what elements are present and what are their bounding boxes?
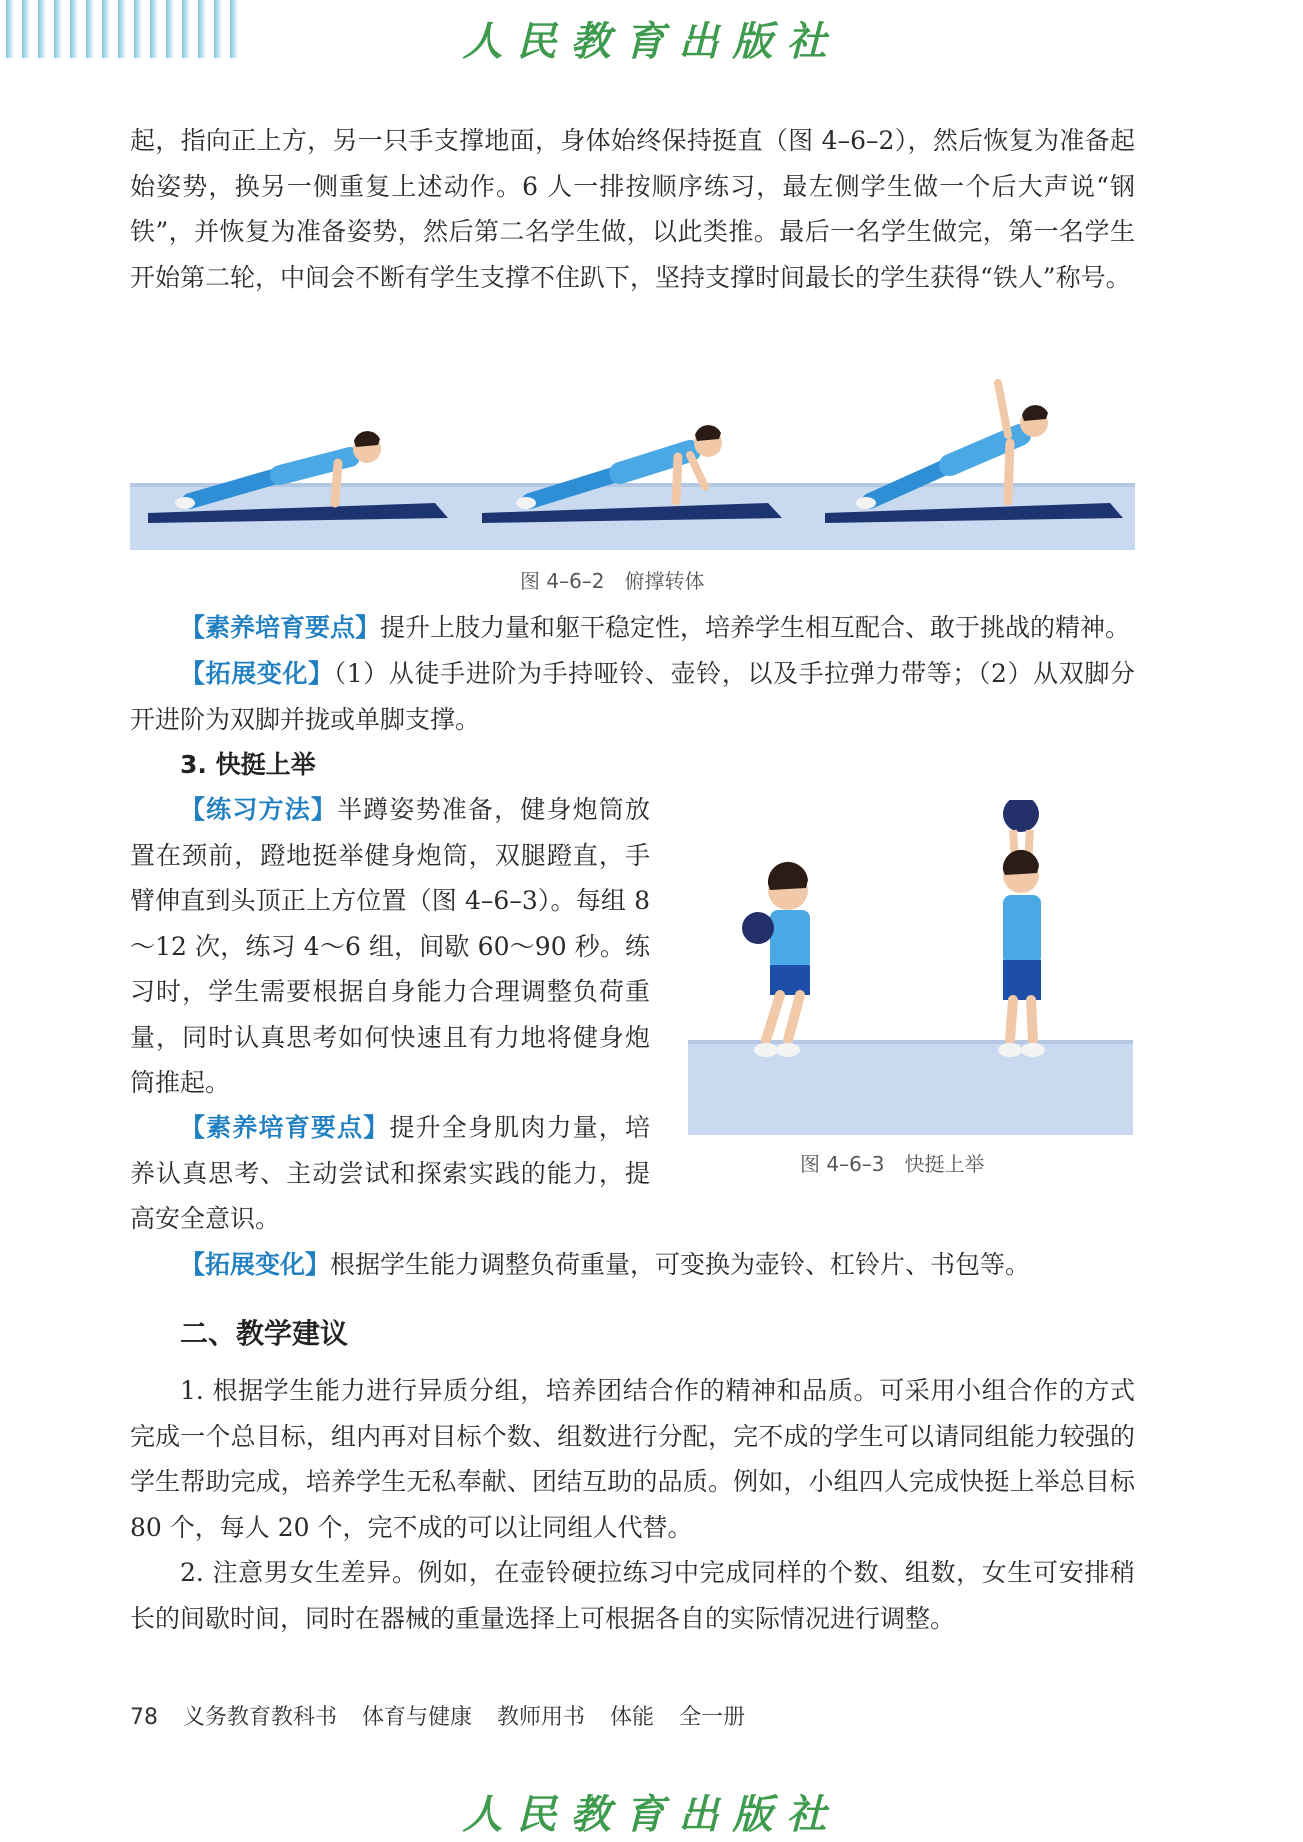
intro-paragraph: 起，指向正上方，另一只手支撑地面，身体始终保持挺直（图 4–6–2），然后恢复为准备起始姿势，换另一侧重复上述动作。6 人一排按顺序练习，最左侧学生做一个后大声说“钢铁”，并恢复为准备姿势，然后第二名学生做，以此类推。最后一名学生做完，第一名学生开始第二轮，中间会不断有学生支撑不住趴下，坚持支撑时间最长的学生获得“铁人”称号。 xyxy=(130,126,1135,292)
athlete-squat xyxy=(742,862,810,1057)
figure-push-up-rotation xyxy=(130,375,1135,550)
publisher-logo-top: 人民教育出版社 xyxy=(462,18,841,65)
suyang-tag-2: 【素养培育要点】 xyxy=(180,1113,390,1142)
module: 体能 xyxy=(610,1705,655,1730)
section-3-tuozhan xyxy=(130,1242,1135,1288)
athlete-overhead xyxy=(998,800,1045,1057)
tuozhan-tag-2: 【拓展变化】 xyxy=(180,1250,331,1279)
suyang-text: 提升上肢力量和躯干稳定性，培养学生相互配合、敢于挑战的精神。 xyxy=(380,613,1131,642)
book-type: 教师用书 xyxy=(497,1705,586,1730)
publisher-logo-bottom: 人民教育出版社 xyxy=(462,1791,841,1838)
suyang-text-2: 提升全身肌肉力量，培养认真思考、主动尝试和探索实践的能力，提高安全意识。 xyxy=(130,1113,650,1233)
book-series: 义务教育教科书 xyxy=(183,1705,338,1730)
volume: 全一册 xyxy=(679,1705,746,1730)
page-footer xyxy=(130,1700,763,1731)
subject: 体育与健康 xyxy=(362,1705,473,1730)
figure-clean-and-press xyxy=(688,800,1133,1135)
method-tag: 【练习方法】 xyxy=(180,795,338,824)
section-3-heading: 3. 快挺上举 xyxy=(180,750,316,779)
section-3-method xyxy=(130,787,650,1106)
tuozhan-tag: 【拓展变化】 xyxy=(180,659,334,688)
method-text: 半蹲姿势准备，健身炮筒放置在颈前，蹬地挺举健身炮筒，双腿蹬直，手臂伸直到头顶正上方位置（图 4–6–3）。每组 8～12 次，练习 4～6 组，间歇 60～90 秒。练习时，学生需要根据自身能力合理调整负荷重量，同时认真思考如何快速且有力地将健身炮筒推起。 xyxy=(130,795,650,1097)
section-a-tuozhan xyxy=(130,651,1135,742)
figure-1-caption: 图 4–6–2 俯撑转体 xyxy=(520,569,705,593)
section-3-suyang xyxy=(130,1105,650,1242)
figure-2-caption: 图 4–6–3 快挺上举 xyxy=(800,1152,985,1176)
tuozhan-text-2: 根据学生能力调整负荷重量，可变换为壶铃、杠铃片、书包等。 xyxy=(330,1250,1031,1279)
teaching-item-2: 2. 注意男女生差异。例如，在壶铃硬拉练习中完成同样的个数、组数，女生可安排稍长的间歇时间，同时在器械的重量选择上可根据各自的实际情况进行调整。 xyxy=(130,1558,1135,1633)
suyang-tag: 【素养培育要点】 xyxy=(180,613,381,642)
section-two-heading: 二、教学建议 xyxy=(180,1317,349,1350)
page-number: 78 xyxy=(130,1705,158,1730)
teaching-item-1: 1. 根据学生能力进行异质分组，培养团结合作的精神和品质。可采用小组合作的方式完成一个总目标，组内再对目标个数、组数进行分配，完不成的学生可以请同组能力较强的学生帮助完成，培养学生无私奉献、团结互助的品质。例如，小组四人完成快挺上举总目标 80 个，每人 20 个，完不成的可以让同组人代替。 xyxy=(130,1376,1135,1542)
tuozhan-text: （1）从徒手进阶为手持哑铃、壶铃，以及手拉弹力带等；（2）从双脚分开进阶为双脚并拢或单脚支撑。 xyxy=(130,659,1135,734)
section-a-suyang xyxy=(130,605,1135,651)
